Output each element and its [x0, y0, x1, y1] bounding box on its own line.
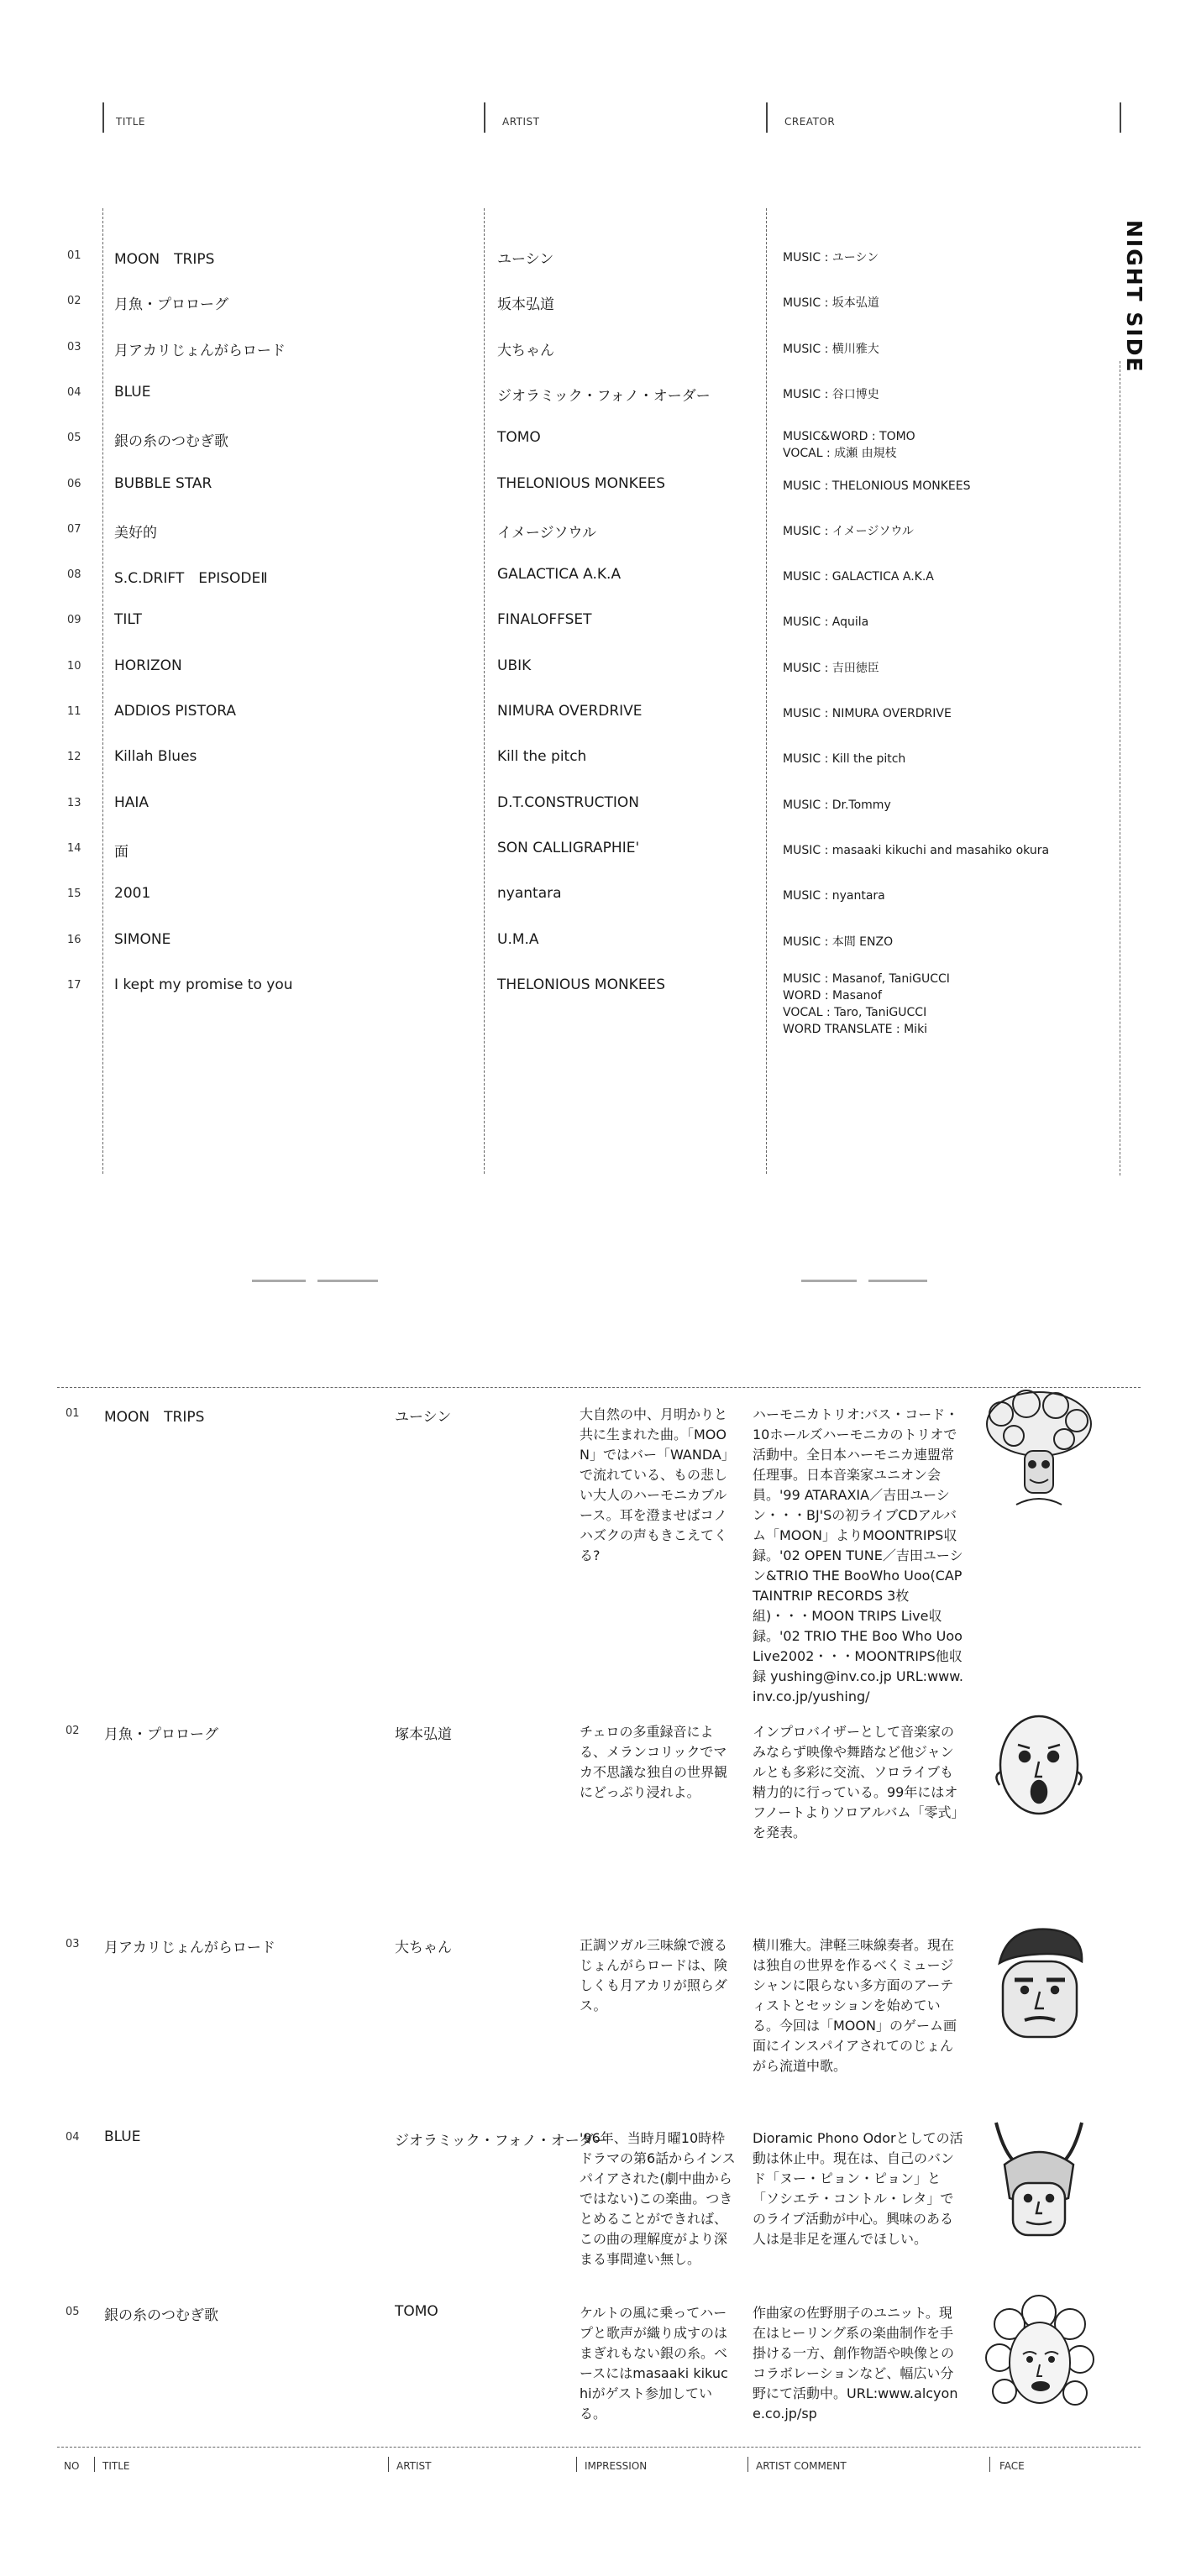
- creator-line: MUSIC : Kill the pitch: [783, 752, 906, 766]
- track-row: [0, 931, 1196, 979]
- track-row: [0, 249, 1196, 295]
- detail-comment: ハーモニカトリオ:バス・コード・10ホールズハーモニカのトリオで活動中。全日本ハーモニカ連盟常任理事。日本音楽家ユニオン会員。'99 ATARAXIA／吉田ユーシン・・・BJ'Sの初ライブCDアルバム「MOON」よりMOONTRIPS収録。'02 OPEN TUNE／吉田ユーシン&TRIO THE BooWho Uoo(CAPTAINTRIP RECORDS 3枚組)・・・MOON TRIPS Live収録。'02 TRIO THE Boo Who Uoo Live2002・・・MOONTRIPS他収録 yushing@inv.co.jp URL:www.inv.co.jp/yushing/: [753, 1406, 963, 1704]
- creator-line: WORD TRANSLATE : Miki: [783, 1023, 928, 1036]
- track-title: 面: [114, 844, 129, 861]
- creator-line: MUSIC : Masanof, TaniGUCCI: [783, 972, 950, 986]
- track-title: BLUE: [114, 384, 151, 401]
- pompadour-face-icon: [976, 1916, 1102, 2050]
- track-title: 月魚・プロローグ: [114, 296, 228, 313]
- detail-title: MOON TRIPS: [104, 1409, 205, 1426]
- footer-divider: [576, 2457, 577, 2472]
- header-artist: ARTIST: [502, 116, 540, 128]
- track-number: 12: [67, 751, 81, 763]
- detail-impression: 正調ツガル三味線で渡るじょんがらロードは、険しくも月アカリが照らダス。: [580, 1937, 728, 2013]
- track-creator: [783, 428, 915, 462]
- track-number: 11: [67, 705, 81, 718]
- track-creator: [783, 478, 971, 495]
- footer-artist: ARTIST: [396, 2460, 432, 2472]
- creator-line: MUSIC : 吉田徳臣: [783, 662, 879, 675]
- fold-mark: [801, 1280, 857, 1282]
- track-title: HAIA: [114, 794, 150, 811]
- creator-line: VOCAL : Taro, TaniGUCCI: [783, 1006, 927, 1019]
- track-artist: ジオラミック・フォノ・オーダー: [497, 388, 711, 405]
- track-title: 月アカリじょんがらロード: [114, 343, 286, 359]
- footer-impression: IMPRESSION: [585, 2460, 648, 2472]
- detail-title: 月魚・プロローグ: [104, 1726, 218, 1743]
- bald-surprised-face-icon: [976, 1704, 1102, 1839]
- detail-impression: '96年、当時月曜10時枠ドラマの第6話からインスパイアされた(劇中曲からではない)この楽曲。つきとめることができれば、この曲の理解度がより深まる事間違い無し。: [580, 2130, 736, 2267]
- track-creator: [783, 751, 905, 767]
- track-artist: THELONIOUS MONKEES: [497, 475, 666, 492]
- creator-line: MUSIC : Aquila: [783, 615, 869, 629]
- track-title: 2001: [114, 885, 151, 902]
- header-divider: [484, 102, 485, 133]
- track-number: 14: [67, 842, 81, 855]
- creator-line: MUSIC : Dr.Tommy: [783, 798, 891, 812]
- track-title: ADDIOS PISTORA: [114, 703, 236, 720]
- track-number: 04: [67, 386, 81, 399]
- track-artist: GALACTICA A.K.A: [497, 566, 622, 583]
- header-divider: [1120, 102, 1121, 133]
- track-artist: Kill the pitch: [497, 748, 587, 765]
- track-number: 07: [67, 523, 81, 536]
- track-creator: [783, 614, 868, 631]
- creator-line: MUSIC : THELONIOUS MONKEES: [783, 479, 971, 493]
- track-creator: [783, 523, 914, 540]
- detail-impression: ケルトの風に乗ってハープと歌声が織り成すのはまぎれもない銀の糸。ベースにはmasaaki kikuchiがゲスト参加している。: [580, 2305, 728, 2422]
- track-row: [0, 429, 1196, 477]
- track-creator: [783, 295, 879, 312]
- track-row: [0, 611, 1196, 659]
- track-creator: [783, 934, 893, 950]
- track-title: HORIZON: [114, 657, 182, 674]
- track-artist: UBIK: [497, 657, 532, 674]
- footer-divider: [388, 2457, 389, 2472]
- track-row: [0, 341, 1196, 386]
- detail-number: 03: [66, 1938, 80, 1950]
- detail-title: 銀の糸のつむぎ歌: [104, 2307, 218, 2324]
- track-number: 08: [67, 568, 81, 581]
- track-creator: [783, 971, 950, 1038]
- track-creator: [783, 887, 885, 904]
- track-title: 美好的: [114, 525, 157, 542]
- header-divider: [102, 102, 104, 133]
- detail-impression: 大自然の中、月明かりと共に生まれた曲。「MOON」ではバー「WANDA」で流れている、もの悲しい大人のハーモニカブルース。耳を澄ませばコノハズクの声もきこえてくる?: [580, 1406, 735, 1563]
- creator-line: MUSIC : masaaki kikuchi and masahiko okura: [783, 844, 1050, 857]
- track-artist: NIMURA OVERDRIVE: [497, 703, 643, 720]
- detail-number: 02: [66, 1725, 80, 1737]
- track-artist: TOMO: [497, 429, 541, 446]
- track-artist: ユーシン: [497, 251, 554, 268]
- header-divider: [766, 102, 768, 133]
- track-title: I kept my promise to you: [114, 976, 293, 993]
- track-creator: [783, 249, 879, 266]
- detail-artist: TOMO: [395, 2303, 438, 2320]
- horned-helmet-face-icon: [976, 2114, 1102, 2249]
- detail-comment: 作曲家の佐野朋子のユニット。現在はヒーリング系の楽曲制作を手掛ける一方、創作物語や映像とのコラボレーションなど、幅広い分野にて活動中。URL:www.alcyone.co.jp/sp: [753, 2305, 958, 2422]
- creator-line: WORD : Masanof: [783, 989, 882, 1003]
- fold-mark: [868, 1280, 927, 1282]
- track-row: [0, 386, 1196, 432]
- track-row: [0, 972, 1196, 1036]
- track-row: [0, 748, 1196, 796]
- fold-mark: [252, 1280, 306, 1282]
- track-creator: [783, 386, 879, 403]
- track-artist: D.T.CONSTRUCTION: [497, 794, 640, 811]
- track-creator: [783, 842, 1049, 859]
- mushroom-cloud-face-icon: [976, 1380, 1102, 1515]
- track-title: SIMONE: [114, 931, 171, 948]
- track-number: 05: [67, 432, 81, 444]
- detail-comment: 横川雅大。津軽三味線奏者。現在は独自の世界を作るべくミュージシャンに限らない多方面のアーティストとセッションを始めている。今回は「MOON」のゲーム画面にインスパイアされてのじょんがら流道中歌。: [753, 1937, 957, 2074]
- creator-line: MUSIC : ユーシン: [783, 251, 879, 264]
- creator-line: VOCAL : 成瀬 由規枝: [783, 447, 897, 460]
- footer-divider: [94, 2457, 95, 2472]
- detail-comment: Dioramic Phono Odorとしての活動は休止中。現在は、自己のバンド「ヌー・ピョン・ピョン」と「ソシエテ・コントル・レタ」でのライブ活動が中心。興味のある人は是非足を運んでほしい。: [753, 2130, 963, 2247]
- track-number: 02: [67, 295, 81, 307]
- side-label: NIGHT SIDE: [1122, 220, 1146, 374]
- track-artist: SON CALLIGRAPHIE': [497, 840, 640, 856]
- creator-line: MUSIC : NIMURA OVERDRIVE: [783, 707, 952, 720]
- detail-artist: 塚本弘道: [395, 1726, 452, 1743]
- track-title: S.C.DRIFT EPISODEⅡ: [114, 570, 268, 587]
- creator-line: MUSIC : 谷口博史: [783, 388, 879, 401]
- detail-number: 01: [66, 1407, 80, 1420]
- creator-line: MUSIC : イメージソウル: [783, 525, 914, 538]
- bottom-rule: [57, 2447, 1141, 2448]
- detail-title: BLUE: [104, 2128, 141, 2145]
- footer-title: TITLE: [102, 2460, 130, 2472]
- track-row: [0, 887, 1196, 933]
- track-creator: [783, 660, 879, 677]
- track-creator: [783, 568, 934, 585]
- track-row: [0, 842, 1196, 887]
- track-title: TILT: [114, 611, 142, 628]
- creator-line: MUSIC : 本間 ENZO: [783, 935, 894, 949]
- footer-no: NO: [64, 2460, 80, 2472]
- track-number: 10: [67, 660, 81, 673]
- footer-divider: [989, 2457, 990, 2472]
- track-artist: nyantara: [497, 885, 562, 902]
- track-creator: [783, 705, 952, 722]
- header-title: TITLE: [116, 116, 145, 128]
- track-artist: 大ちゃん: [497, 343, 554, 359]
- detail-number: 04: [66, 2131, 80, 2144]
- track-row: [0, 705, 1196, 751]
- detail-artist: ユーシン: [395, 1409, 452, 1426]
- track-title: MOON TRIPS: [114, 251, 215, 268]
- track-artist: THELONIOUS MONKEES: [497, 976, 666, 993]
- footer-comment: ARTIST COMMENT: [756, 2460, 847, 2472]
- detail-artist: ジオラミック・フォノ・オーダー: [395, 2133, 608, 2149]
- track-row: [0, 794, 1196, 842]
- track-artist: イメージソウル: [497, 525, 596, 542]
- track-creator: [783, 341, 879, 358]
- track-creator: [783, 797, 891, 814]
- track-title: BUBBLE STAR: [114, 475, 212, 492]
- creator-line: MUSIC : 坂本弘道: [783, 296, 879, 310]
- detail-artist: 大ちゃん: [395, 1940, 452, 1956]
- detail-comment: インプロバイザーとして音楽家のみならず映像や舞踏など他ジャンルとも多彩に交流、ソロライブも精力的に行っている。99年にはオフノートよりソロアルバム「零式」を発表。: [753, 1724, 958, 1840]
- track-row: [0, 657, 1196, 705]
- track-row: [0, 475, 1196, 523]
- track-artist: U.M.A: [497, 931, 539, 948]
- track-number: 06: [67, 478, 81, 490]
- creator-line: MUSIC : 横川雅大: [783, 343, 879, 356]
- track-artist: FINALOFFSET: [497, 611, 592, 628]
- track-title: 銀の糸のつむぎ歌: [114, 433, 228, 450]
- footer-face: FACE: [999, 2460, 1025, 2472]
- creator-line: MUSIC : GALACTICA A.K.A: [783, 570, 934, 584]
- track-row: [0, 568, 1196, 614]
- detail-number: 05: [66, 2306, 80, 2318]
- track-row: [0, 295, 1196, 340]
- fold-mark: [317, 1280, 378, 1282]
- creator-line: MUSIC&WORD : TOMO: [783, 430, 915, 443]
- track-number: 13: [67, 797, 81, 809]
- detail-title: 月アカリじょんがらロード: [104, 1940, 275, 1956]
- track-title: Killah Blues: [114, 748, 197, 765]
- track-number: 16: [67, 934, 81, 946]
- detail-impression: チェロの多重録音による、メランコリックでマカ不思議な独自の世界観にどっぷり浸れよ。: [580, 1724, 728, 1800]
- track-number: 09: [67, 614, 81, 626]
- track-number: 01: [67, 249, 81, 262]
- track-artist: 坂本弘道: [497, 296, 554, 313]
- track-number: 17: [67, 979, 81, 992]
- curly-hair-woman-face-icon: [976, 2291, 1102, 2425]
- track-number: 03: [67, 341, 81, 353]
- track-number: 15: [67, 887, 81, 900]
- creator-line: MUSIC : nyantara: [783, 889, 885, 903]
- track-row: [0, 523, 1196, 568]
- header-creator: CREATOR: [784, 116, 836, 128]
